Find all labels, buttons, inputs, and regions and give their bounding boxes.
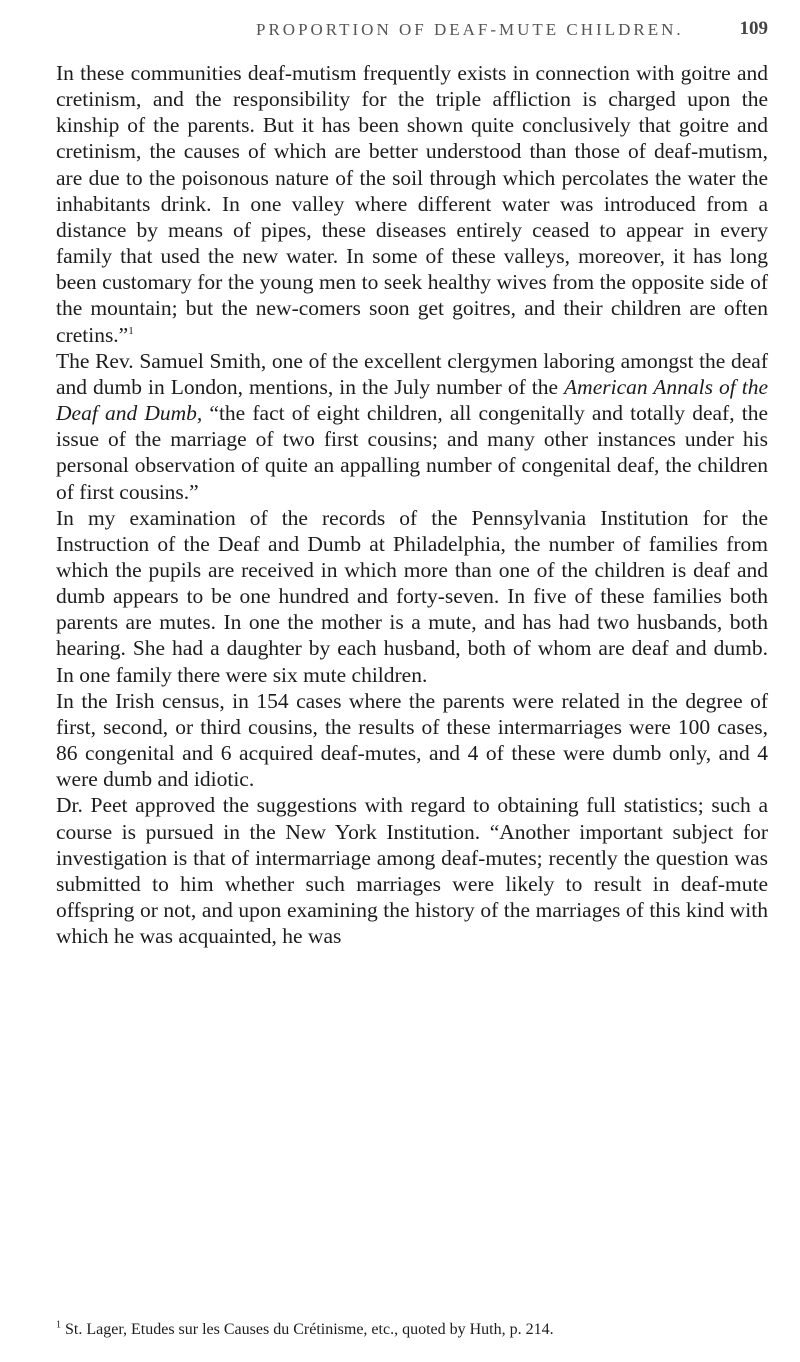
- paragraph-text: In these communities deaf-mutism frequently exists in connection with goitre and cretinism, and the responsibility for the triple affliction is charged upon the kinship of the parents. But it has been shown quite conclusively that goitre and cretinism, the causes of which are better understood than those of deaf-mutism, are due to the poisonous nature of the soil through which percolates the water the inhabitants drink. In one valley where different water was introduced from a distance by means of pipes, these diseases entirely ceased to appear in every family that used the new water. In some of these valleys, moreover, it has long been customary for the young men to seek healthy wives from the opposite side of the mountain; but the new-comers soon get goitres, and their children are often cretins.”: [56, 61, 768, 347]
- journal-title: American Annals of the Deaf and Dumb,: [56, 374, 768, 426]
- paragraph-irish-census: In the Irish census, in 154 cases where the parents were related in the degree of first, second, or third cousins, the results of these intermarriages were 100 cases, 86 congenital and 6 acquired deaf-mutes, and 4 of these were dumb only, and 4 were dumb and idiotic.: [56, 688, 768, 792]
- footnote-reference: 1: [128, 324, 134, 337]
- page-number: 109: [739, 18, 768, 39]
- body-text: [56, 60, 768, 949]
- running-title: PROPORTION OF DEAF-MUTE CHILDREN.: [256, 20, 684, 39]
- footnote-text: St. Lager, Etudes sur les Causes du Crétinisme, etc., quoted by Huth, p. 214.: [61, 1321, 554, 1338]
- paragraph-rev-samuel-smith: [56, 348, 768, 505]
- paragraph-dr-peet: Dr. Peet approved the suggestions with regard to obtaining full statistics; such a course is pursued in the New York Institution. “Another important subject for investigation is that of intermarriage among deaf-mutes; recently the question was submitted to him whether such marriages were likely to result in deaf-mute offspring or not, and upon examining the history of the marriages of this kind with which he was acquainted, he was: [56, 793, 768, 949]
- paragraph-goitre-cretinism: [56, 60, 768, 348]
- footnote-mark: 1: [56, 1319, 61, 1331]
- paragraph-text: The Rev. Samuel Smith, one of the excellent clergymen laboring amongst the deaf and dumb in London, mentions, in the July number of the: [56, 348, 768, 399]
- paragraph-pennsylvania-institution: In my examination of the records of the Pennsylvania Institution for the Instruction of the Deaf and Dumb at Philadelphia, the number of families from which the pupils are received in which more than one of the children is deaf and dumb appears to be one hundred and forty-seven. In five of these families both parents are mutes. In one the mother is a mute, and has had two husbands, both hearing. She had a daughter by each husband, both of whom are deaf and dumb. In one family there were six mute children.: [56, 505, 768, 687]
- running-head: [56, 20, 768, 54]
- paragraph-text-continued: “the fact of eight children, all congenitally and totally deaf, the issue of the marriage of two first cousins; and many other instances under his personal observation of quite an appalling number of congenital deaf, the children of first cousins.”: [56, 401, 768, 504]
- footnote: [56, 1320, 768, 1340]
